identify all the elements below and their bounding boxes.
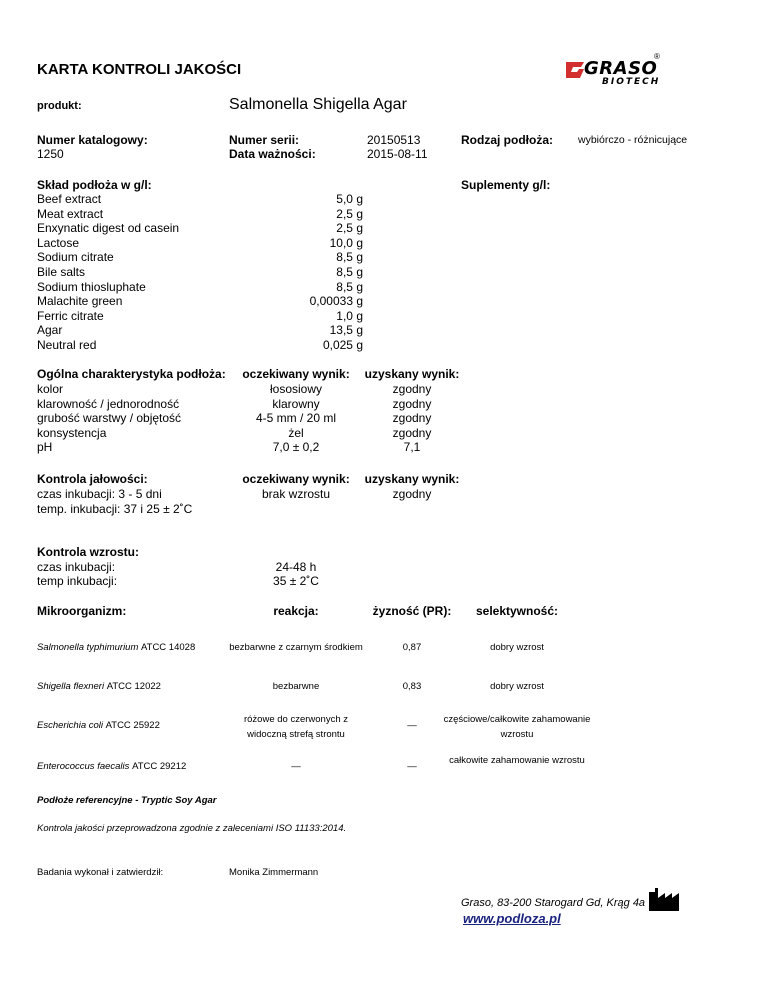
ingredient-name: Ferric citrate — [37, 308, 104, 323]
composition-list — [37, 192, 363, 353]
ingredient-amount: 8,5 g — [336, 264, 363, 279]
reaction-cell: bezbarwne z czarnym środkiem — [229, 642, 363, 653]
organism-cell — [37, 720, 160, 732]
selectivity-cell: częściowe/całkowite zahamowanie wzrostu — [443, 714, 591, 740]
list-item — [37, 323, 363, 338]
performed-by-name: Monika Zimmermann — [229, 867, 319, 878]
ingredient-amount: 8,5 g — [336, 250, 363, 265]
organism-cell — [37, 761, 186, 773]
table-row — [37, 426, 487, 441]
reaction-cell: różowe do czerwonych z widoczną strefą strontu — [243, 714, 349, 740]
growth-temp-label: temp inkubacji: — [37, 574, 118, 588]
list-item — [37, 207, 363, 222]
expected-cell: żel — [288, 425, 304, 440]
sterility-temp: temp. inkubacji: 37 i 25 ± 2˚C — [37, 502, 193, 516]
product-label: produkt: — [37, 100, 82, 112]
expected-cell: łososiowy — [269, 382, 323, 396]
sterility-time: czas inkubacji: 3 - 5 dni — [37, 487, 162, 501]
param-cell: pH — [37, 440, 53, 454]
selectivity-cell: całkowite zahamowanie wzrostu — [449, 755, 585, 766]
ingredient-amount: 2,5 g — [336, 206, 363, 221]
expiry-value: 2015-08-11 — [367, 147, 428, 161]
growth-time-value: 24-48 h — [275, 560, 317, 574]
logo-sub-text: BIOTECH — [602, 77, 661, 87]
micro-organism-header: Mikroorganizm: — [37, 604, 127, 618]
list-item — [37, 236, 363, 251]
expected-header: oczekiwany wynik: — [242, 367, 350, 381]
list-item — [37, 192, 363, 207]
list-item — [37, 309, 363, 324]
micro-productivity-header: żyzność (PR): — [372, 604, 452, 618]
ingredient-name: Sodium thiosluphate — [37, 279, 146, 294]
table-row — [0, 710, 768, 744]
reaction-cell: bezbarwne — [272, 681, 320, 692]
obtained-cell: zgodny — [392, 382, 432, 396]
list-item — [37, 294, 363, 309]
organism-cell — [37, 642, 195, 654]
sterility-obtained-header: uzyskany wynik: — [364, 472, 460, 486]
reference-medium: Podłoże referencyjne - Tryptic Soy Agar — [37, 795, 217, 806]
ingredient-amount: 10,0 g — [329, 235, 363, 250]
catalog-label: Numer katalogowy: — [37, 133, 148, 147]
characteristics-label: Ogólna charakterystyka podłoża: — [37, 367, 226, 381]
reaction-cell: — — [291, 761, 301, 772]
organism-name: Salmonella typhimurium — [37, 642, 139, 653]
pr-cell: 0,83 — [402, 681, 422, 692]
table-row — [37, 440, 487, 455]
medium-type-value: wybiórczo - różnicujące — [578, 134, 688, 146]
ingredient-amount: 5,0 g — [336, 192, 363, 206]
serial-label: Numer serii: — [229, 133, 300, 147]
list-item — [37, 221, 363, 236]
ingredient-amount: 13,5 g — [329, 323, 363, 338]
iso-note: Kontrola jakości przeprowadzona zgodnie z zaleceniami ISO 11133:2014. — [37, 823, 347, 834]
obtained-cell: zgodny — [392, 411, 432, 425]
ingredient-name: Meat extract — [37, 206, 104, 221]
atcc-code: ATCC 14028 — [141, 642, 196, 653]
selectivity-cell: dobry wzrost — [490, 681, 544, 692]
expected-cell: 7,0 ± 0,2 — [272, 440, 320, 454]
expiry-label: Data ważności: — [229, 147, 316, 161]
table-row — [0, 640, 768, 656]
ingredient-amount: 2,5 g — [336, 221, 363, 236]
characteristics-table — [37, 382, 487, 455]
medium-type-label: Rodzaj podłoża: — [461, 133, 553, 147]
table-row — [0, 751, 768, 785]
sterility-obtained-value: zgodny — [392, 487, 432, 501]
obtained-header: uzyskany wynik: — [364, 367, 460, 381]
performed-by-label: Badania wykonał i zatwierdził: — [37, 867, 164, 878]
ingredient-name: Neutral red — [37, 337, 97, 352]
registered-icon: ® — [654, 52, 660, 61]
ingredient-name: Malachite green — [37, 294, 123, 309]
selectivity-cell: dobry wzrost — [490, 642, 544, 653]
organism-name: Shigella flexneri — [37, 681, 105, 692]
growth-temp-value: 35 ± 2˚C — [273, 574, 319, 588]
table-row — [37, 411, 487, 426]
atcc-code: ATCC 29212 — [132, 761, 187, 772]
logo-brand-text: GRASO — [584, 58, 658, 79]
growth-label: Kontrola wzrostu: — [37, 545, 139, 559]
manufacturer-icon — [648, 886, 680, 912]
ingredient-amount: 0,025 g — [322, 337, 363, 352]
ingredient-amount: 0,00033 g — [309, 294, 363, 309]
param-cell: kolor — [37, 382, 64, 396]
ingredient-name: Agar — [37, 323, 63, 338]
serial-value: 20150513 — [367, 133, 421, 147]
ingredient-name: Enxynatic digest od casein — [37, 221, 180, 236]
ingredient-amount: 1,0 g — [336, 308, 363, 323]
ingredient-name: Lactose — [37, 235, 80, 250]
micro-reaction-header: reakcja: — [273, 604, 319, 618]
supplements-label: Suplementy g/l: — [461, 178, 551, 192]
pr-cell: — — [407, 761, 417, 772]
graso-logo — [562, 52, 662, 92]
growth-time-label: czas inkubacji: — [37, 560, 116, 574]
composition-label: Skład podłoża w g/l: — [37, 178, 152, 192]
document-title: KARTA KONTROLI JAKOŚCI — [37, 61, 242, 78]
ingredient-name: Bile salts — [37, 264, 86, 279]
table-row — [0, 679, 768, 695]
product-name: Salmonella Shigella Agar — [229, 96, 407, 113]
obtained-cell: zgodny — [392, 396, 432, 411]
catalog-value: 1250 — [37, 147, 64, 161]
table-row — [37, 397, 487, 412]
pr-cell: 0,87 — [402, 642, 422, 653]
list-item — [37, 250, 363, 265]
company-address: Graso, 83-200 Starogard Gd, Krąg 4a — [461, 897, 646, 909]
expected-cell: 4-5 mm / 20 ml — [255, 411, 336, 425]
logo-mark-icon — [564, 60, 586, 80]
expected-cell: klarowny — [272, 396, 320, 411]
organism-cell — [37, 681, 161, 693]
ingredient-name: Beef extract — [37, 192, 102, 206]
pr-cell: — — [407, 720, 417, 731]
obtained-cell: 7,1 — [403, 440, 421, 454]
obtained-cell: zgodny — [392, 425, 432, 440]
website-link[interactable]: www.podloza.pl — [463, 911, 561, 926]
sterility-expected-header: oczekiwany wynik: — [242, 472, 350, 486]
sterility-label: Kontrola jałowości: — [37, 472, 148, 486]
list-item — [37, 265, 363, 280]
ingredient-name: Sodium citrate — [37, 250, 114, 265]
list-item — [37, 280, 363, 295]
table-row — [37, 382, 487, 397]
atcc-code: ATCC 12022 — [106, 681, 161, 692]
param-cell: konsystencja — [37, 425, 107, 440]
organism-name: Enterococcus faecalis — [37, 761, 130, 772]
list-item — [37, 338, 363, 353]
sterility-expected-value: brak wzrostu — [261, 487, 331, 501]
atcc-code: ATCC 25922 — [105, 720, 160, 731]
micro-selectivity-header: selektywność: — [475, 604, 559, 618]
param-cell: grubość warstwy / objętość — [37, 411, 182, 425]
ingredient-amount: 8,5 g — [336, 279, 363, 294]
param-cell: klarowność / jednorodność — [37, 396, 180, 411]
organism-name: Escherichia coli — [37, 720, 103, 731]
